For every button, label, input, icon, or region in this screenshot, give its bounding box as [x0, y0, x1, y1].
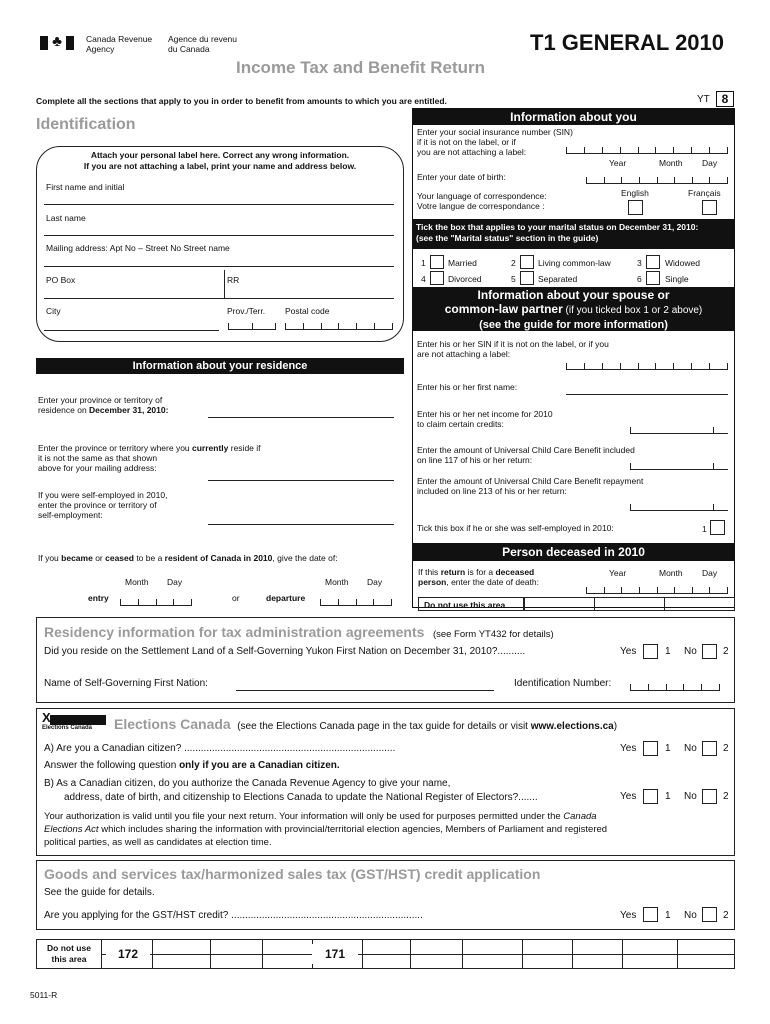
- spouse-self-employed-label: Tick this box if he or she was self-employed in 2010:: [417, 523, 614, 533]
- about-you-heading: Information about you: [412, 109, 735, 125]
- form-subtitle: Income Tax and Benefit Return: [236, 58, 486, 77]
- uccb-repayment-label: Enter the amount of Universal Child Care Benefit repayment included on line 213 of his or her return:: [417, 476, 644, 496]
- current-province-field[interactable]: [208, 480, 394, 481]
- spouse-heading: Information about your spouse or common-law partner (if you ticked box 1 or 2 above) (see the guide for more information): [412, 287, 735, 331]
- spouse-sin-field[interactable]: [566, 356, 728, 370]
- residency-note: (see Form YT432 for details): [432, 629, 554, 640]
- spouse-self-employed-checkbox[interactable]: [710, 520, 725, 535]
- m1-num: 1: [421, 258, 426, 268]
- separated-checkbox[interactable]: [520, 271, 534, 285]
- language-label: Your language of correspondence: Votre langue de correspondance :: [417, 191, 547, 211]
- entry-date-field[interactable]: [120, 592, 192, 606]
- spouse-self-num: 1: [702, 524, 707, 534]
- residency-no-checkbox[interactable]: [702, 644, 717, 659]
- gst-question: Are you applying for the GST/HST credit? .....................................................................: [44, 910, 423, 921]
- residency-question: Did you reside on the Settlement Land of a Self-Governing Yukon First Nation on December 31, 2010?..........: [44, 646, 526, 657]
- citizen-question: A) Are you a Canadian citizen? ............................................................................: [44, 743, 396, 754]
- footer-grid: [102, 939, 735, 969]
- married-label: Married: [448, 258, 477, 268]
- departure-month-label: Month: [325, 577, 349, 587]
- mailing-field[interactable]: [44, 266, 394, 267]
- spouse-first-name-label: Enter his or her first name:: [417, 382, 518, 392]
- agency-french: Agence du revenu du Canada: [168, 34, 237, 54]
- sin-label: Enter your social insurance number (SIN) if it is not on the label, or if you are not attaching a label:: [417, 127, 573, 157]
- form-title: T1 GENERAL 2010: [530, 30, 725, 55]
- identification-number-field[interactable]: [630, 677, 720, 691]
- divorced-checkbox[interactable]: [430, 271, 444, 285]
- widowed-label: Widowed: [665, 258, 700, 268]
- residency-heading-row: [44, 624, 554, 640]
- m6-num: 6: [637, 274, 642, 284]
- spouse-income-field[interactable]: [630, 420, 728, 434]
- entry-label: entry: [88, 593, 109, 603]
- dob-field[interactable]: [586, 170, 728, 184]
- residence-q3: If you were self-employed in 2010, enter the province or territory of self-employment:: [38, 490, 168, 520]
- dob-year-label: Year: [609, 158, 627, 168]
- m3-num: 3: [637, 258, 642, 268]
- single-label: Single: [665, 274, 689, 284]
- departure-label: departure: [266, 593, 306, 603]
- residency-yes-num: 1: [665, 646, 671, 657]
- code-172: 172: [106, 944, 150, 964]
- departure-day-label: Day: [367, 577, 383, 587]
- citizen-no-checkbox[interactable]: [702, 741, 717, 756]
- marital-instruction: Tick the box that applies to your marital status on December 31, 2010: (see the "Marital status" section in the guide): [412, 219, 735, 249]
- label-note: Attach your personal label here. Correct any wrong information. If you are not attaching a label, print your name and address below.: [83, 150, 357, 171]
- authorize-yes-checkbox[interactable]: [643, 789, 658, 804]
- uccb-field[interactable]: [630, 456, 728, 470]
- authorize-no-checkbox[interactable]: [702, 789, 717, 804]
- first-name-label: First name and initial: [46, 182, 125, 192]
- instruction: Complete all the sections that apply to you in order to benefit from amounts to which you are entitled.: [36, 96, 447, 106]
- citizen-yes-checkbox[interactable]: [643, 741, 658, 756]
- residence-heading: Information about your residence: [36, 358, 404, 374]
- authorize-question: B) As a Canadian citizen, do you authorize the Canada Revenue Agency to give your name, address, date of birth, and citizenship to Elections Canada to update the National Register of Electors?.......: [44, 778, 538, 803]
- residency-no-label: No: [684, 646, 697, 657]
- entry-month-label: Month: [125, 577, 149, 587]
- residency-heading: Residency information for tax administration agreements: [44, 624, 425, 640]
- last-name-label: Last name: [46, 213, 86, 223]
- answer-note: Answer the following question only if you are a Canadian citizen.: [44, 760, 340, 771]
- maple-leaf-icon: ♣: [52, 33, 62, 50]
- english-checkbox[interactable]: [628, 200, 643, 215]
- first-nation-field[interactable]: [236, 690, 494, 691]
- authorization-note: Your authorization is valid until you file your next return. Your information will only be used for purposes permitted under the Canada Elections Act which includes sharing the information with provincial/territorial election agencies, Members of Parliament and registered political parties, as well as candidates at election time.: [44, 811, 608, 848]
- authorize-no-num: 2: [723, 791, 729, 802]
- rr-label: RR: [227, 275, 240, 285]
- uccb-repayment-field[interactable]: [630, 497, 728, 511]
- gst-yes-checkbox[interactable]: [643, 907, 658, 922]
- first-nation-label: Name of Self-Governing First Nation:: [44, 678, 208, 689]
- residence-q2: Enter the province or territory where you currently reside if it is not the same as that shown above for your mailing address:: [38, 443, 261, 473]
- footer-dnu: Do not use this area: [36, 939, 102, 969]
- english-label: English: [621, 188, 649, 198]
- citizen-no-num: 2: [723, 743, 729, 754]
- married-checkbox[interactable]: [430, 255, 444, 269]
- spouse-sin-label: Enter his or her SIN if it is not on the label, or if you are not attaching a label:: [417, 339, 609, 359]
- m2-num: 2: [511, 258, 516, 268]
- gst-no-num: 2: [723, 910, 729, 921]
- gst-guide: See the guide for details.: [44, 887, 155, 898]
- common-law-label: Living common-law: [538, 258, 611, 268]
- deceased-label: If this return is for a deceased person, enter the date of death:: [418, 567, 539, 587]
- common-law-checkbox[interactable]: [520, 255, 534, 269]
- m5-num: 5: [511, 274, 516, 284]
- mailing-label: Mailing address: Apt No – Street No Street name: [46, 243, 230, 253]
- last-name-field[interactable]: [44, 235, 394, 236]
- widowed-checkbox[interactable]: [646, 255, 660, 269]
- elections-canada-logo: X Elections Canada: [42, 712, 106, 732]
- deceased-dnu-cells: [524, 597, 735, 611]
- residency-no-num: 2: [723, 646, 729, 657]
- city-field[interactable]: [44, 330, 219, 331]
- agency-english: Canada Revenue Agency: [86, 34, 153, 54]
- spouse-income-label: Enter his or her net income for 2010 to claim certain credits:: [417, 409, 553, 429]
- citizen-yes-label: Yes: [620, 743, 637, 754]
- deceased-dnu: Do not use this area: [418, 597, 524, 611]
- sin-field[interactable]: [566, 140, 728, 154]
- po-box-label: PO Box: [46, 275, 76, 285]
- authorize-yes-num: 1: [665, 791, 671, 802]
- francais-checkbox[interactable]: [702, 200, 717, 215]
- form-number: 5011-R: [30, 990, 58, 1000]
- canada-flag-logo: [40, 33, 74, 50]
- separated-label: Separated: [538, 274, 578, 284]
- divider: [224, 270, 225, 298]
- dob-day-label: Day: [702, 158, 718, 168]
- departure-date-field[interactable]: [320, 592, 392, 606]
- residence-province-field[interactable]: [208, 417, 394, 418]
- residence-q1: Enter your province or territory of residence on December 31, 2010:: [38, 395, 169, 415]
- or-label: or: [232, 593, 240, 603]
- self-employment-province-field[interactable]: [208, 524, 394, 525]
- dob-label: Enter your date of birth:: [417, 172, 506, 182]
- dob-month-label: Month: [659, 158, 683, 168]
- province-number: 8: [716, 91, 734, 107]
- authorize-yes-label: Yes: [620, 791, 637, 802]
- identification-number-label: Identification Number:: [514, 678, 612, 689]
- residence-q4: If you became or ceased to be a resident of Canada in 2010, give the date of:: [38, 553, 338, 563]
- po-box-field[interactable]: [44, 298, 394, 299]
- spouse-first-name-field[interactable]: [566, 394, 728, 395]
- prov-label: Prov./Terr.: [227, 306, 266, 316]
- entry-day-label: Day: [167, 577, 183, 587]
- code-171: 171: [312, 944, 358, 964]
- city-label: City: [46, 306, 61, 316]
- citizen-no-label: No: [684, 743, 697, 754]
- death-month-label: Month: [659, 568, 683, 578]
- gst-yes-num: 1: [665, 910, 671, 921]
- elections-heading: Elections Canada: [114, 716, 231, 732]
- death-day-label: Day: [702, 568, 718, 578]
- death-year-label: Year: [609, 568, 627, 578]
- prov-field[interactable]: [228, 316, 276, 330]
- divorced-label: Divorced: [448, 274, 482, 284]
- identification-heading: Identification: [36, 116, 136, 133]
- postal-label: Postal code: [285, 306, 330, 316]
- authorize-no-label: No: [684, 791, 697, 802]
- m4-num: 4: [421, 274, 426, 284]
- gst-no-checkbox[interactable]: [702, 907, 717, 922]
- gst-heading: Goods and services tax/harmonized sales tax (GST/HST) credit application: [44, 866, 541, 882]
- elections-heading-row: Elections Canada (see the Elections Canada page in the tax guide for details or visit www.elections.ca): [114, 716, 618, 732]
- gst-yes-label: Yes: [620, 910, 637, 921]
- francais-label: Français: [688, 188, 721, 198]
- gst-no-label: No: [684, 910, 697, 921]
- uccb-label: Enter the amount of Universal Child Care Benefit included on line 117 of his or her return:: [417, 445, 635, 465]
- residency-yes-label: Yes: [620, 646, 637, 657]
- first-name-field[interactable]: [44, 204, 394, 205]
- residency-yes-checkbox[interactable]: [643, 644, 658, 659]
- deceased-heading: Person deceased in 2010: [412, 543, 735, 561]
- citizen-yes-num: 1: [665, 743, 671, 754]
- single-checkbox[interactable]: [646, 271, 660, 285]
- date-of-death-field[interactable]: [586, 580, 728, 594]
- province-code: YT: [697, 94, 710, 105]
- postal-code-field[interactable]: [285, 316, 393, 330]
